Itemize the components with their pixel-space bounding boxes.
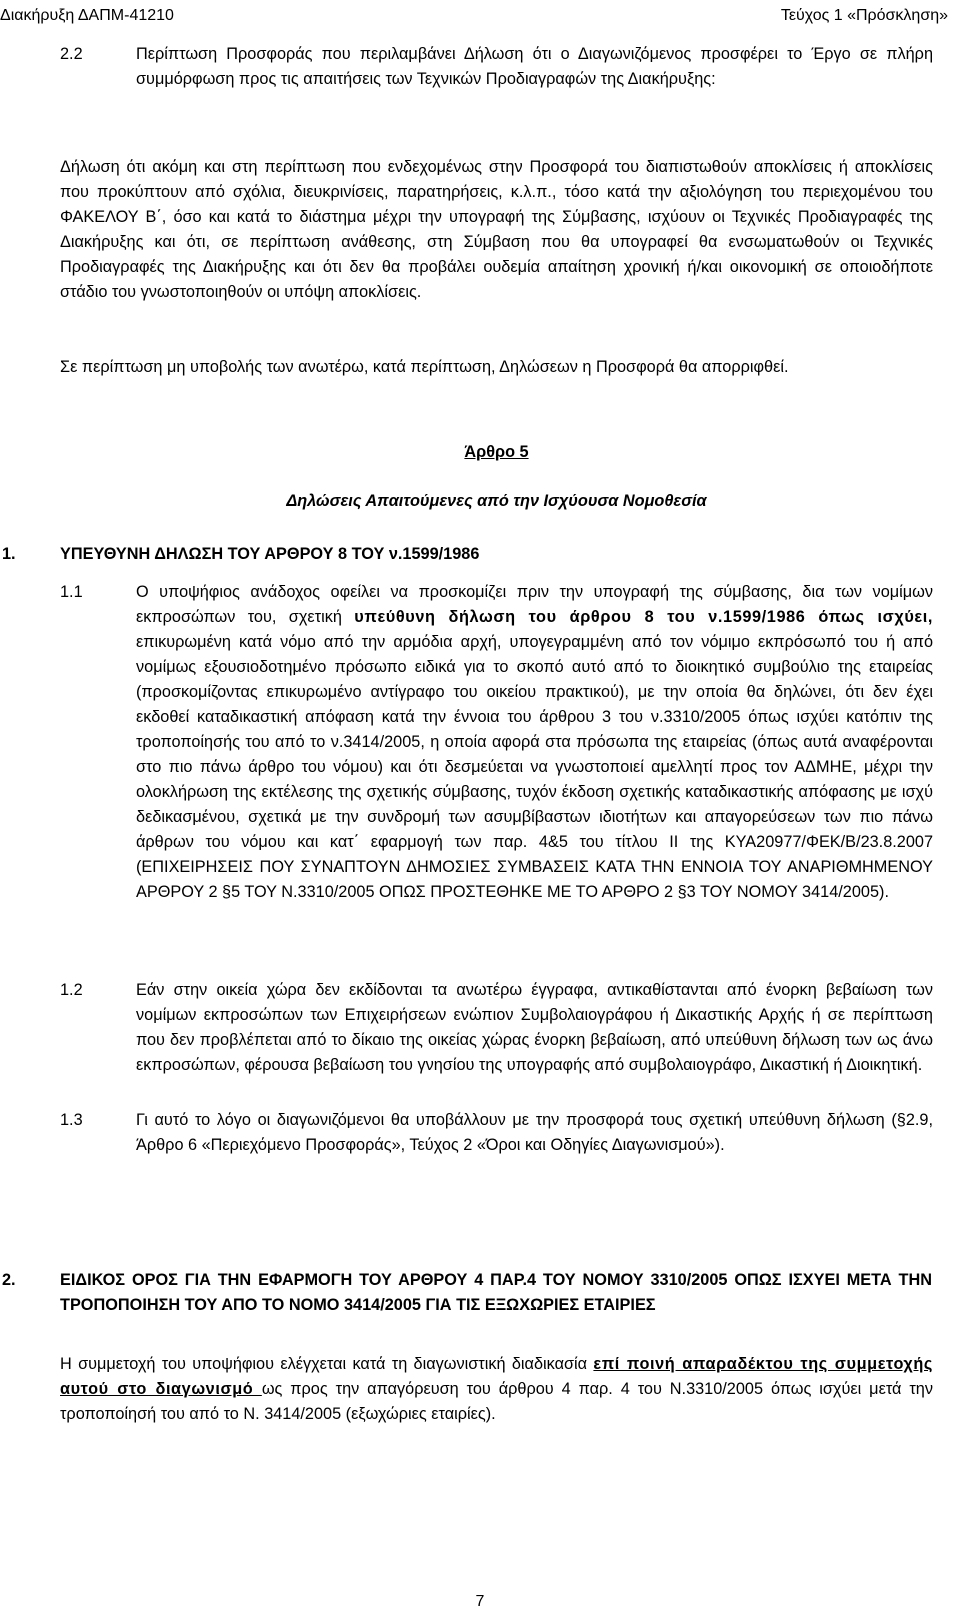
section-title: ΕΙΔΙΚΟΣ ΟΡΟΣ ΓΙΑ ΤΗΝ ΕΦΑΡΜΟΓΗ ΤΟΥ ΑΡΘΡΟΥ 4 ΠΑΡ.4 ΤΟΥ ΝΟΜΟΥ 3310/2005 ΟΠΩΣ ΙΣΧΥΕΙ ΜΕΤΑ ΤΗΝ ΤΡΟΠΟΠΟΙΗΣΗ ΤΟΥ ΑΠΟ ΤΟ ΝΟΜΟ 3414/2005 ΓΙΑ ΤΙΣ ΕΞΩΧΩΡΙΕΣ ΕΤΑΙΡΙΕΣ: [60, 1271, 932, 1314]
section-number: 2.: [2, 1271, 16, 1289]
section-number: 1.1: [60, 583, 83, 601]
text-run: ως προς την απαγόρευση του άρθρου 4 παρ. 4 του Ν.3310/2005 όπως ισχύει μετά την τροποποίησή του από το Ν. 3414/2005 (εξωχώριες εταιρίες).: [60, 1380, 933, 1423]
header-document-id: Διακήρυξη ΔΑΠΜ-41210: [0, 7, 174, 24]
section-heading: Περίπτωση Προσφοράς που περιλαμβάνει Δήλωση ότι ο Διαγωνιζόμενος προσφέρει το Έργο σε πλήρη συμμόρφωση προς τις απαιτήσεις των Τεχνικών Προδιαγραφών της Διακήρυξης:: [136, 45, 933, 88]
page-header: [0, 3, 960, 25]
header-volume: Τεύχος 1 «Πρόσκληση»: [780, 7, 948, 24]
article-title: Άρθρο 5: [464, 443, 529, 461]
declaration-paragraph: Δήλωση ότι ακόμη και στη περίπτωση που ενδεχομένως στην Προσφορά του διαπιστωθούν αποκλίσεις ή αποκλίσεις που προκύπτουν από σχόλια, διευκρινίσεις, παρατηρήσεις, κ.λ.π., τόσο κατά την αξιολόγηση του περιεχομένου του ΦΑΚΕΛΟΥ Β΄, όσο και κατά το διάστημα μέχρι την υπογραφή της Σύμβασης, ισχύουν οι Τεχνικές Προδιαγραφές της Διακήρυξης και ότι, σε περίπτωση ανάθεσης, στη Σύμβαση που θα υπογραφεί θα ενσωματωθούν οι Τεχνικές Προδιαγραφές της Διακήρυξης και ότι δεν θα προβάλει ουδεμία απαίτηση χρονική ή/και οικονομική σε οποιοδήποτε στάδιο του γνωστοποιηθούν οι υπόψη αποκλίσεις.: [60, 158, 933, 301]
bold-text-run: υπεύθυνη δήλωση του άρθρου 8 του ν.1599/1986 όπως ισχύει,: [354, 608, 933, 626]
text-run: Ο υποψήφιος ανάδοχος οφείλει να προσκομίζει πριν την υπογραφή της σύμβασης, δια των νομίμων εκπροσώπων του, σχετική: [136, 583, 933, 626]
text-run: Η συμμετοχή του υποψήφιου ελέγχεται κατά τη διαγωνιστική διαδικασία: [60, 1355, 594, 1373]
offshore-paragraph: [60, 1352, 933, 1427]
section-text: Εάν στην οικεία χώρα δεν εκδίδονται τα ανωτέρω έγγραφα, αντικαθίστανται από ένορκη βεβαίωση των νομίμων εκπροσώπων των Επιχειρήσεων ενώπιον Συμβολαιογράφου ή Δικαστικής Αρχής ή σε περίπτωση που δεν προβλέπεται από το δίκαιο της οικείας χώρας ένορκη βεβαίωση, από υπεύθυνη δήλωση των ως άνω εκπροσώπων, φέρουσα βεβαίωση του γνησίου της υπογραφής από συμβολαιογράφο, Δικαστική ή Διοικητική.: [136, 981, 933, 1074]
section-title: ΥΠΕΥΘΥΝΗ ΔΗΛΩΣΗ ΤΟΥ ΑΡΘΡΟΥ 8 ΤΟΥ ν.1599/1986: [60, 545, 480, 563]
section-number: 1.3: [60, 1111, 83, 1129]
section-number: 2.2: [60, 45, 83, 63]
section-number: 1.2: [60, 981, 83, 999]
text-run: επικυρωμένη κατά νόμο από την αρμόδια αρχή, υπογεγραμμένη από τον νόμιμο εκπρόσωπό του ή από νομίμως εξουσιοδοτημένο πρόσωπο ειδικά για το σκοπό αυτό από το διοικητικό συμβούλιο της εταιρείας (προσκομίζοντας επικυρωμένο αντίγραφο του οικείου πρακτικού), με την οποία θα δηλώνει, ότι δεν έχει εκδοθεί καταδικαστική απόφαση κατά την έννοια του άρθρου 3 του ν.3310/2005 όπως ισχύει κατόπιν της τροποποίησής του από το ν.3414/2005, η οποία αφορά στα πρόσωπα της εταιρείας (όπως αυτά αναφέρονται στο πιο πάνω άρθρο του νόμου) και ότι δεσμεύεται να γνωστοποιεί αμελλητί προς τον ΑΔΜΗΕ, μέχρι την ολοκλήρωση της εκτέλεσης της σχετικής σύμβασης, τυχόν έκδοση σχετικής καταδικαστικής απόφασης με ισχύ δεδικασμένου, σχετικά με την συνδρομή των ασυμβίβαστων ιδιοτήτων και απαγορεύσεων των πιο πάνω άρθρων του νόμου και κατ΄ εφαρμογή των παρ. 4&5 του τίτλου ΙΙ της ΚΥΑ20977/ΦΕΚ/Β/23.8.2007 (ΕΠΙΧΕΙΡΗΣΕΙΣ ΠΟΥ ΣΥΝΑΠΤΟΥΝ ΔΗΜΟΣΙΕΣ ΣΥΜΒΑΣΕΙΣ ΚΑΤΑ ΤΗΝ ΕΝΝΟΙΑ ΤΟΥ ΑΝΑΡΙΘΜΗΜΕΝΟΥ ΑΡΘΡΟΥ 2 §5 ΤΟΥ Ν.3310/2005 ΟΠΩΣ ΠΡΟΣΤΕΘΗΚΕ ΜΕ ΤΟ ΑΡΘΡΟ 2 §3 ΤΟΥ ΝΟΜΟΥ 3414/2005).: [136, 633, 933, 901]
rejection-paragraph: Σε περίπτωση μη υποβολής των ανωτέρω, κατά περίπτωση, Δηλώσεων η Προσφορά θα απορριφθεί.: [60, 358, 789, 376]
bold-underlined-text-run: επί ποινή απαραδέκτου της συμμετοχής αυτού στο διαγωνισμό: [60, 1355, 934, 1398]
section-text: [136, 580, 933, 905]
section-text: Γι αυτό το λόγο οι διαγωνιζόμενοι θα υποβάλλουν με την προσφορά τους σχετική υπεύθυνη δήλωση (§2.9, Άρθρο 6 «Περιεχόμενο Προσφοράς», Τεύχος 2 «Όροι και Οδηγίες Διαγωνισμού»).: [136, 1111, 933, 1154]
section-number: 1.: [2, 545, 16, 563]
page-number: 7: [475, 1593, 485, 1610]
article-subtitle: Δηλώσεις Απαιτούμενες από την Ισχύουσα Νομοθεσία: [286, 492, 707, 510]
